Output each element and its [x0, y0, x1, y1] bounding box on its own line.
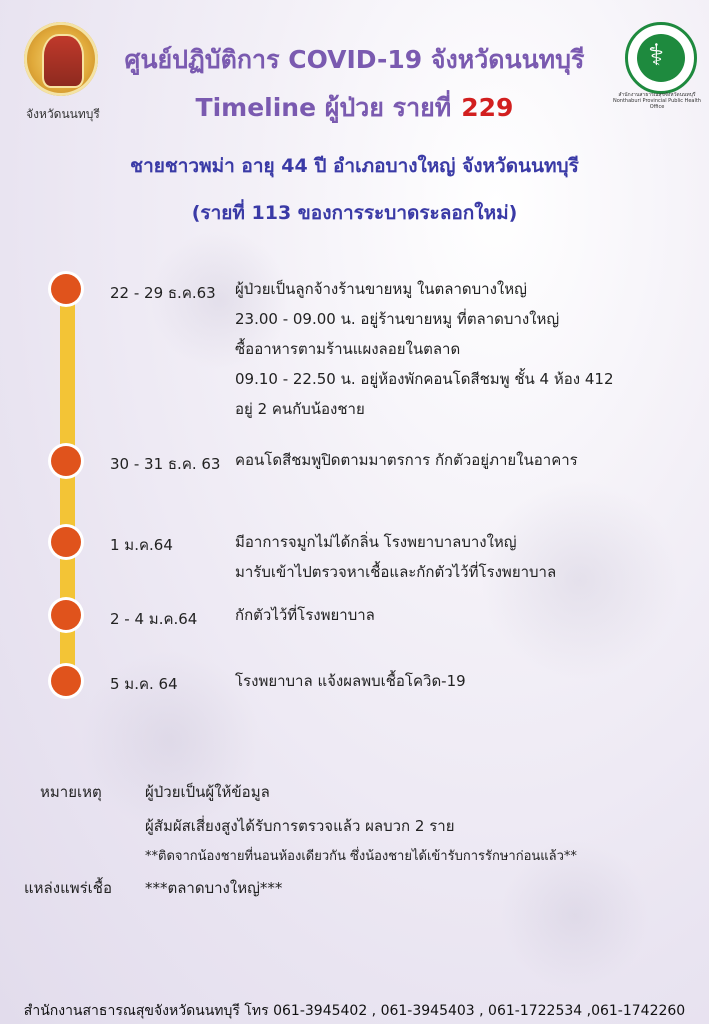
note-line: ผู้สัมผัสเสี่ยงสูงได้รับการตรวจแล้ว ผลบวก 2 ราย [145, 817, 455, 835]
timeline-line-text: มารับเข้าไปตรวจหาเชื้อและกักตัวไว้ที่โรงพยาบาล [235, 563, 557, 581]
timeline-date: 2 - 4 ม.ค.64 [110, 610, 198, 628]
patient-description: ชายชาวพม่า อายุ 44 ปี อำเภอบางใหญ่ จังหวัดนนทบุรี [130, 155, 579, 177]
timeline-title-text: Timeline ผู้ป่วย รายที่ [195, 93, 452, 122]
infection-source-value: ***ตลาดบางใหญ่*** [145, 879, 283, 897]
timeline-title [0, 88, 709, 128]
note-line: **ติดจากน้องชายที่นอนห้องเดียวกัน ซึ่งน้องชายได้เข้ารับการรักษาก่อนแล้ว** [145, 849, 577, 864]
timeline-line-text: ซื้ออาหารตามร้านแผงลอยในตลาด [235, 340, 461, 358]
timeline-dot [51, 446, 81, 476]
timeline-line-text: คอนโดสีชมพูปิดตามมาตรการ กักตัวอยู่ภายในอาคาร [235, 451, 578, 469]
note-line: ผู้ป่วยเป็นผู้ให้ข้อมูล [145, 783, 270, 801]
timeline-date: 22 - 29 ธ.ค.63 [110, 284, 216, 302]
timeline-description [235, 666, 466, 696]
timeline-line-text: มีอาการจมูกไม่ได้กลิ่น โรงพยาบาลบางใหญ่ [235, 533, 517, 551]
infection-source-label: แหล่งแพร่เชื้อ [24, 879, 113, 897]
case-number: 229 [461, 93, 514, 122]
timeline-description [235, 600, 375, 630]
timeline-dot [51, 600, 81, 630]
timeline-line-text: โรงพยาบาล แจ้งผลพบเชื้อโควิด-19 [235, 672, 466, 690]
footer-contact: สำนักงานสาธารณสุขจังหวัดนนทบุรี โทร 061-3945402 , 061-3945403 , 061-1722534 ,061-1742260 [23, 1003, 686, 1019]
health-office-caption: สำนักงานสาธารณสุขจังหวัดนนทบุรี Nonthaburi Provincial Public Health Office [613, 92, 701, 110]
notes-label: หมายเหตุ [40, 783, 102, 801]
timeline-description [235, 527, 556, 587]
province-seal-caption: จังหวัดนนทบุรี [26, 107, 100, 121]
timeline-dot [51, 274, 81, 304]
timeline-date: 1 ม.ค.64 [110, 536, 173, 554]
timeline-line-text: 09.10 - 22.50 น. อยู่ห้องพักคอนโดสีชมพู ชั้น 4 ห้อง 412 [235, 370, 614, 388]
timeline-line-text: 23.00 - 09.00 น. อยู่ร้านขายหมู ที่ตลาดบางใหญ่ [235, 310, 560, 328]
timeline-description [235, 274, 614, 424]
timeline-description [235, 445, 578, 475]
timeline-dot [51, 527, 81, 557]
timeline-line-text: ผู้ป่วยเป็นลูกจ้างร้านขายหมู ในตลาดบางใหญ่ [235, 280, 527, 298]
timeline-date: 30 - 31 ธ.ค. 63 [110, 455, 221, 473]
timeline-line-text: อยู่ 2 คนกับน้องชาย [235, 400, 365, 418]
timeline-line-text: กักตัวไว้ที่โรงพยาบาล [235, 606, 375, 624]
timeline-date: 5 ม.ค. 64 [110, 675, 178, 693]
page-title: ศูนย์ปฏิบัติการ COVID-19 จังหวัดนนทบุรี [124, 45, 585, 74]
outbreak-case-number: (รายที่ 113 ของการระบาดระลอกใหม่) [191, 202, 518, 224]
timeline-dot [51, 666, 81, 696]
